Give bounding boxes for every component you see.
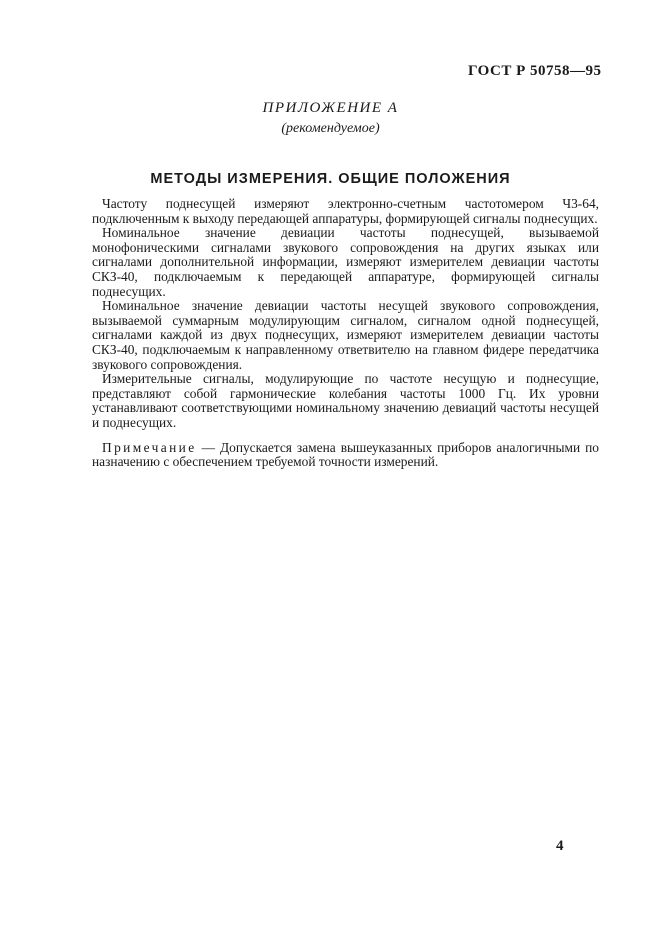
note-label: Примечание (102, 439, 197, 455)
annex-title: ПРИЛОЖЕНИЕ А (262, 100, 399, 116)
paragraph-measuring-signals: Измерительные сигналы, модулирующие по частоте несущую и поднесущие, представляют собой гармонические колебания частоты 1000 Гц. Их уровни устанавливают соответствующими номинальному значению девиаций частоты несущей и поднесущих. (92, 371, 599, 430)
annex-status: (рекомендуемое) (281, 121, 380, 136)
section-title: МЕТОДЫ ИЗМЕРЕНИЯ. ОБЩИЕ ПОЛОЖЕНИЯ (150, 171, 511, 187)
document-code: ГОСТ Р 50758—95 (468, 63, 602, 79)
note-separator: — (196, 439, 220, 455)
page-number: 4 (556, 838, 564, 854)
paragraph-subcarrier-deviation: Номинальное значение девиации частоты поднесущей, вызываемой монофоническими сигналами звукового сопровождения на других языках или сигналами дополнительной информации, измеряют измерителем девиации частоты СКЗ-40, подключаемым к передающей аппаратуре, формирующей сигналы поднесущих. (92, 225, 599, 299)
body-text (92, 197, 599, 470)
paragraph-carrier-deviation: Номинальное значение девиации частоты несущей звукового сопровождения, вызываемой суммарным модулирующим сигналом, сигналом одной поднесущей, сигналами каждой из двух поднесущих, измеряют измерителем девиации частоты СКЗ-40, подключаемым к направленному ответвителю на главном фидере передатчика звукового сопровождения. (92, 298, 599, 372)
note-text: Допускается замена вышеуказанных приборов аналогичными по назначению с обеспечением требуемой точности измерений. (92, 439, 599, 470)
note (92, 441, 599, 470)
paragraph-subcarrier-frequency: Частоту поднесущей измеряют электронно-счетным частотомером Ч3-64, подключенным к выходу передающей аппаратуры, формирующей сигналы поднесущих. (92, 196, 599, 226)
